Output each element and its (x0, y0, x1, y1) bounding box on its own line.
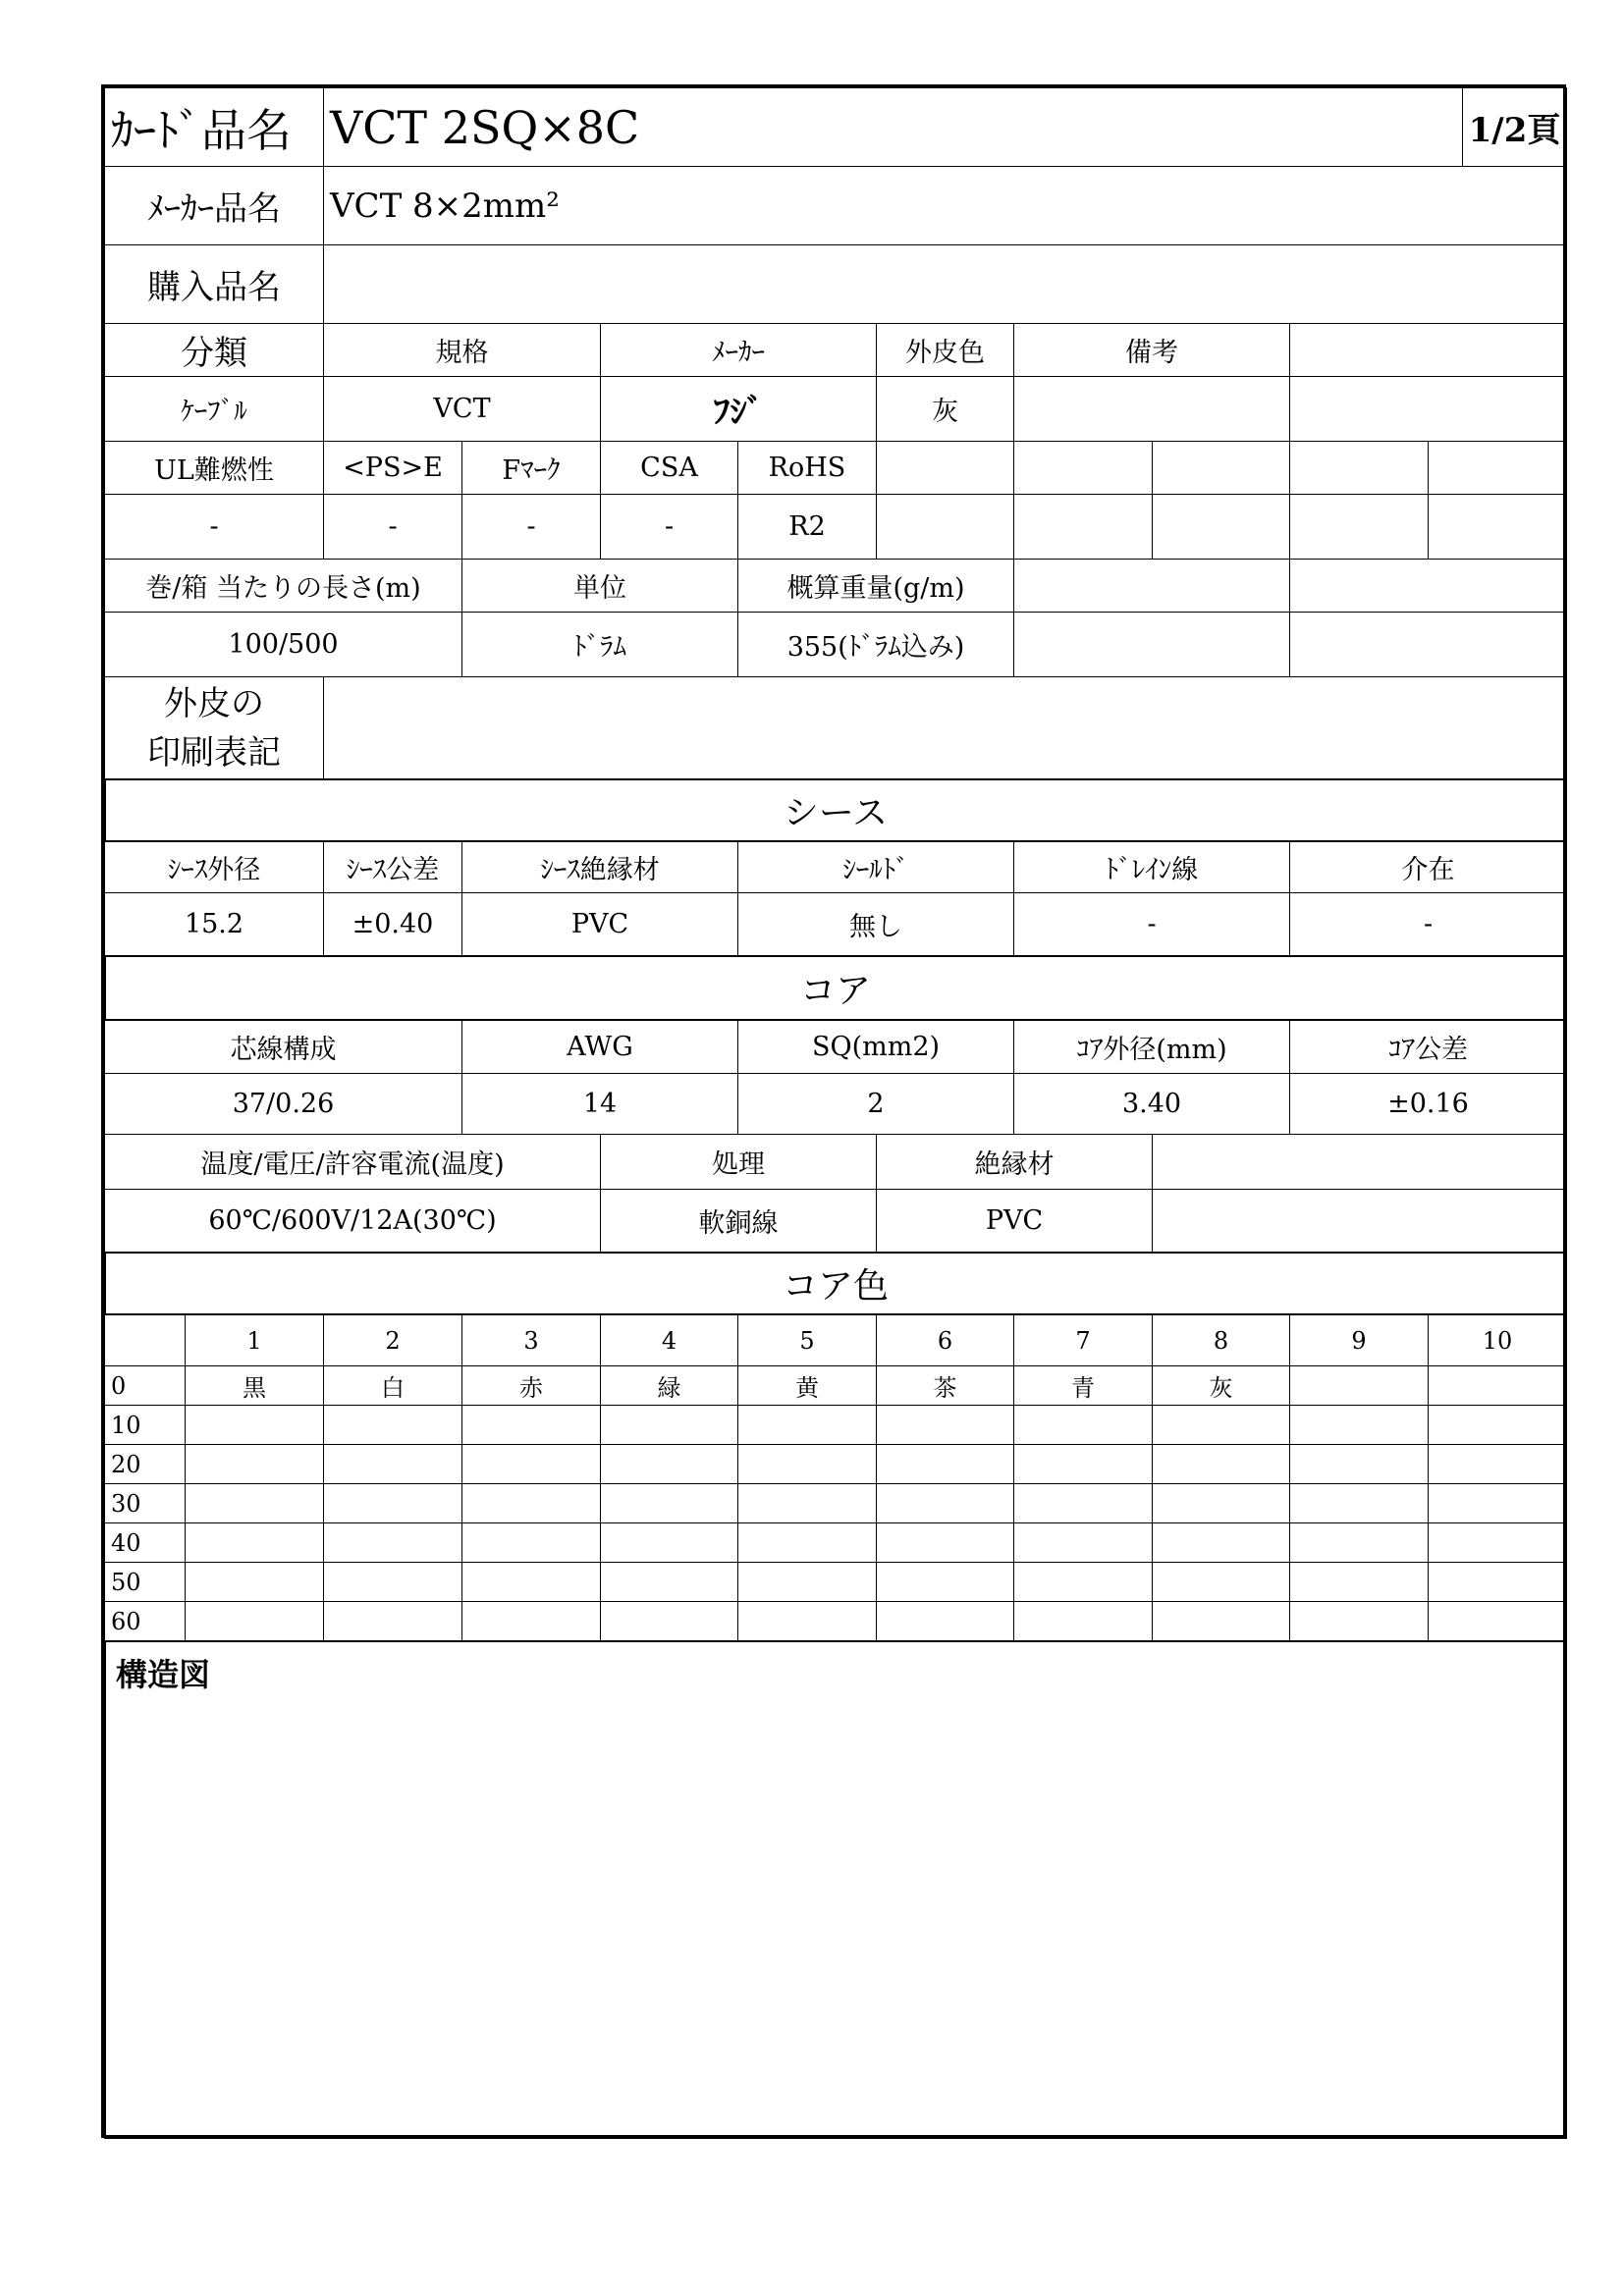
classification-header: 外皮色 (876, 323, 1014, 377)
packaging-header (1013, 559, 1290, 613)
card-name-value: VCT 2SQ×8C (323, 87, 1463, 167)
standard-value (1428, 494, 1567, 560)
core-color-cell (323, 1483, 462, 1523)
core-color-row-label: 20 (104, 1444, 186, 1484)
core-value: 3.40 (1013, 1073, 1290, 1135)
core-color-row-label: 60 (104, 1601, 186, 1641)
core-color-cell (737, 1562, 877, 1602)
core-color-cell (600, 1405, 738, 1445)
standard-value: - (323, 494, 462, 560)
classification-header (1289, 323, 1567, 377)
print-marking-label-line2: 印刷表記 (147, 732, 281, 773)
classification-value (1013, 376, 1290, 442)
core-color-cell (185, 1601, 324, 1641)
classification-header: 分類 (104, 323, 324, 377)
core-color-cell (1289, 1405, 1429, 1445)
core-color-cell (600, 1522, 738, 1563)
core-color-row-label: 10 (104, 1405, 186, 1445)
sheath-header: ｼｰｽ外径 (104, 841, 324, 893)
core-color-cell (600, 1444, 738, 1484)
core-color-column-header: 3 (461, 1314, 601, 1366)
sheath-header: ﾄﾞﾚｲﾝ線 (1013, 841, 1290, 893)
core-color-cell (323, 1405, 462, 1445)
rating-value: 軟銅線 (600, 1189, 877, 1253)
core-color-cell: 赤 (461, 1365, 601, 1406)
core-color-cell (185, 1562, 324, 1602)
purchase-name-label: 購入品名 (104, 244, 324, 324)
sheath-section-title: シース (104, 778, 1567, 842)
standard-value (1152, 494, 1290, 560)
classification-header: 備考 (1013, 323, 1290, 377)
print-marking-label-line1: 外皮の (164, 683, 264, 723)
packaging-value: 100/500 (104, 612, 462, 677)
core-color-column-header: 6 (876, 1314, 1014, 1366)
packaging-value (1289, 612, 1567, 677)
sheath-header: ｼｰｽ公差 (323, 841, 462, 893)
core-color-cell (1013, 1405, 1153, 1445)
core-color-row-label: 50 (104, 1562, 186, 1602)
core-color-cell (1428, 1483, 1567, 1523)
core-header: ｺｱ外径(mm) (1013, 1020, 1290, 1074)
core-color-cell (1289, 1522, 1429, 1563)
core-color-cell (1289, 1365, 1429, 1406)
core-color-row-label: 40 (104, 1522, 186, 1563)
maker-name-value: VCT 8×2mm² (323, 166, 1567, 245)
standard-value (1013, 494, 1153, 560)
core-color-cell (461, 1483, 601, 1523)
rating-value (1152, 1189, 1567, 1253)
rating-value: 60℃/600V/12A(30℃) (104, 1189, 601, 1253)
sheath-value: - (1289, 892, 1567, 956)
structure-diagram-area (104, 1640, 1567, 2139)
core-color-row-label: 0 (104, 1365, 186, 1406)
packaging-header: 概算重量(g/m) (737, 559, 1014, 613)
spec-sheet (101, 84, 1566, 2138)
core-color-cell (737, 1405, 877, 1445)
core-color-cell (1013, 1444, 1153, 1484)
core-value: ±0.16 (1289, 1073, 1567, 1135)
core-color-cell (461, 1405, 601, 1445)
core-color-cell: 青 (1013, 1365, 1153, 1406)
core-color-cell: 黄 (737, 1365, 877, 1406)
standard-value: - (104, 494, 324, 560)
core-color-column-header: 10 (1428, 1314, 1567, 1366)
core-color-cell (185, 1522, 324, 1563)
rating-value: PVC (876, 1189, 1153, 1253)
core-color-cell (1152, 1444, 1290, 1484)
core-color-cell (323, 1444, 462, 1484)
standard-header (1428, 441, 1567, 495)
sheath-value: 無し (737, 892, 1014, 956)
core-color-cell (1428, 1562, 1567, 1602)
print-marking-label (104, 676, 324, 779)
page-indicator: 1/2頁 (1462, 87, 1567, 167)
core-color-cell (600, 1483, 738, 1523)
core-value: 37/0.26 (104, 1073, 462, 1135)
packaging-header: 単位 (461, 559, 738, 613)
standard-value: - (600, 494, 738, 560)
core-color-cell (1152, 1405, 1290, 1445)
sheath-header: ｼｰﾙﾄﾞ (737, 841, 1014, 893)
core-color-cell (1152, 1601, 1290, 1641)
core-color-cell (1152, 1483, 1290, 1523)
standard-header (876, 441, 1014, 495)
rating-header: 絶縁材 (876, 1134, 1153, 1190)
core-color-cell (737, 1483, 877, 1523)
packaging-value (1013, 612, 1290, 677)
core-color-cell (323, 1522, 462, 1563)
core-color-cell (185, 1444, 324, 1484)
standard-value (1289, 494, 1429, 560)
core-color-cell (1289, 1601, 1429, 1641)
sheath-header: ｼｰｽ絶縁材 (461, 841, 738, 893)
core-color-cell (1013, 1562, 1153, 1602)
core-color-cell (185, 1483, 324, 1523)
classification-header: ﾒｰｶｰ (600, 323, 877, 377)
core-color-column-header: 1 (185, 1314, 324, 1366)
core-value: 14 (461, 1073, 738, 1135)
standard-header: <PS>E (323, 441, 462, 495)
standard-value: - (461, 494, 601, 560)
standard-header (1289, 441, 1429, 495)
core-header: ｺｱ公差 (1289, 1020, 1567, 1074)
core-header: SQ(mm2) (737, 1020, 1014, 1074)
core-header: 芯線構成 (104, 1020, 462, 1074)
core-color-cell (1428, 1405, 1567, 1445)
classification-value: ｹｰﾌﾞﾙ (104, 376, 324, 442)
core-color-cell (1013, 1483, 1153, 1523)
sheath-value: - (1013, 892, 1290, 956)
sheath-value: 15.2 (104, 892, 324, 956)
card-name-label: ｶｰﾄﾞ品名 (104, 87, 324, 167)
core-color-cell (876, 1601, 1014, 1641)
core-color-cell (1289, 1562, 1429, 1602)
core-color-cell (1013, 1522, 1153, 1563)
sheath-header: 介在 (1289, 841, 1567, 893)
core-color-cell (1152, 1522, 1290, 1563)
core-color-column-header: 7 (1013, 1314, 1153, 1366)
core-color-cell (461, 1522, 601, 1563)
core-color-cell (600, 1562, 738, 1602)
core-color-cell (461, 1601, 601, 1641)
core-color-cell (323, 1562, 462, 1602)
core-color-cell (876, 1562, 1014, 1602)
rating-header (1152, 1134, 1567, 1190)
print-marking-value (323, 676, 1567, 779)
classification-value: ﾌｼﾞ (600, 376, 877, 442)
core-color-section-title: コア色 (104, 1252, 1567, 1315)
core-color-corner (104, 1314, 186, 1366)
core-color-column-header: 5 (737, 1314, 877, 1366)
core-color-cell (876, 1405, 1014, 1445)
core-color-cell (1152, 1562, 1290, 1602)
core-section-title: コア (104, 955, 1567, 1021)
standard-header: Fﾏｰｸ (461, 441, 601, 495)
sheath-value: ±0.40 (323, 892, 462, 956)
classification-header: 規格 (323, 323, 601, 377)
core-color-cell: 茶 (876, 1365, 1014, 1406)
core-color-cell (461, 1444, 601, 1484)
classification-value (1289, 376, 1567, 442)
rating-header: 処理 (600, 1134, 877, 1190)
core-color-cell (876, 1522, 1014, 1563)
purchase-name-value (323, 244, 1567, 324)
core-color-cell (1289, 1444, 1429, 1484)
sheath-value: PVC (461, 892, 738, 956)
core-color-cell (1428, 1522, 1567, 1563)
core-color-cell (185, 1405, 324, 1445)
core-color-cell (737, 1522, 877, 1563)
standard-value (876, 494, 1014, 560)
core-color-cell: 黒 (185, 1365, 324, 1406)
core-color-column-header: 2 (323, 1314, 462, 1366)
core-header: AWG (461, 1020, 738, 1074)
packaging-header (1289, 559, 1567, 613)
core-color-column-header: 8 (1152, 1314, 1290, 1366)
structure-diagram-label: 構造図 (116, 1656, 211, 1693)
core-color-cell: 白 (323, 1365, 462, 1406)
core-color-cell (737, 1601, 877, 1641)
core-color-cell (1428, 1444, 1567, 1484)
maker-name-label: ﾒｰｶｰ品名 (104, 166, 324, 245)
core-color-column-header: 9 (1289, 1314, 1429, 1366)
core-color-row-label: 30 (104, 1483, 186, 1523)
standard-header: CSA (600, 441, 738, 495)
standard-header (1152, 441, 1290, 495)
core-color-cell: 緑 (600, 1365, 738, 1406)
rating-header: 温度/電圧/許容電流(温度) (104, 1134, 601, 1190)
core-color-cell (1289, 1483, 1429, 1523)
standard-header (1013, 441, 1153, 495)
core-color-cell (737, 1444, 877, 1484)
core-color-cell: 灰 (1152, 1365, 1290, 1406)
standard-header: RoHS (737, 441, 877, 495)
core-color-cell (600, 1601, 738, 1641)
packaging-header: 巻/箱 当たりの長さ(m) (104, 559, 462, 613)
classification-value: VCT (323, 376, 601, 442)
core-value: 2 (737, 1073, 1014, 1135)
packaging-value: ﾄﾞﾗﾑ (461, 612, 738, 677)
core-color-cell (1013, 1601, 1153, 1641)
core-color-cell (1428, 1601, 1567, 1641)
standard-value: R2 (737, 494, 877, 560)
core-color-cell (1428, 1365, 1567, 1406)
core-color-cell (876, 1483, 1014, 1523)
standard-header: UL難燃性 (104, 441, 324, 495)
packaging-value: 355(ﾄﾞﾗﾑ込み) (737, 612, 1014, 677)
classification-value: 灰 (876, 376, 1014, 442)
core-color-column-header: 4 (600, 1314, 738, 1366)
core-color-cell (876, 1444, 1014, 1484)
core-color-cell (461, 1562, 601, 1602)
core-color-cell (323, 1601, 462, 1641)
